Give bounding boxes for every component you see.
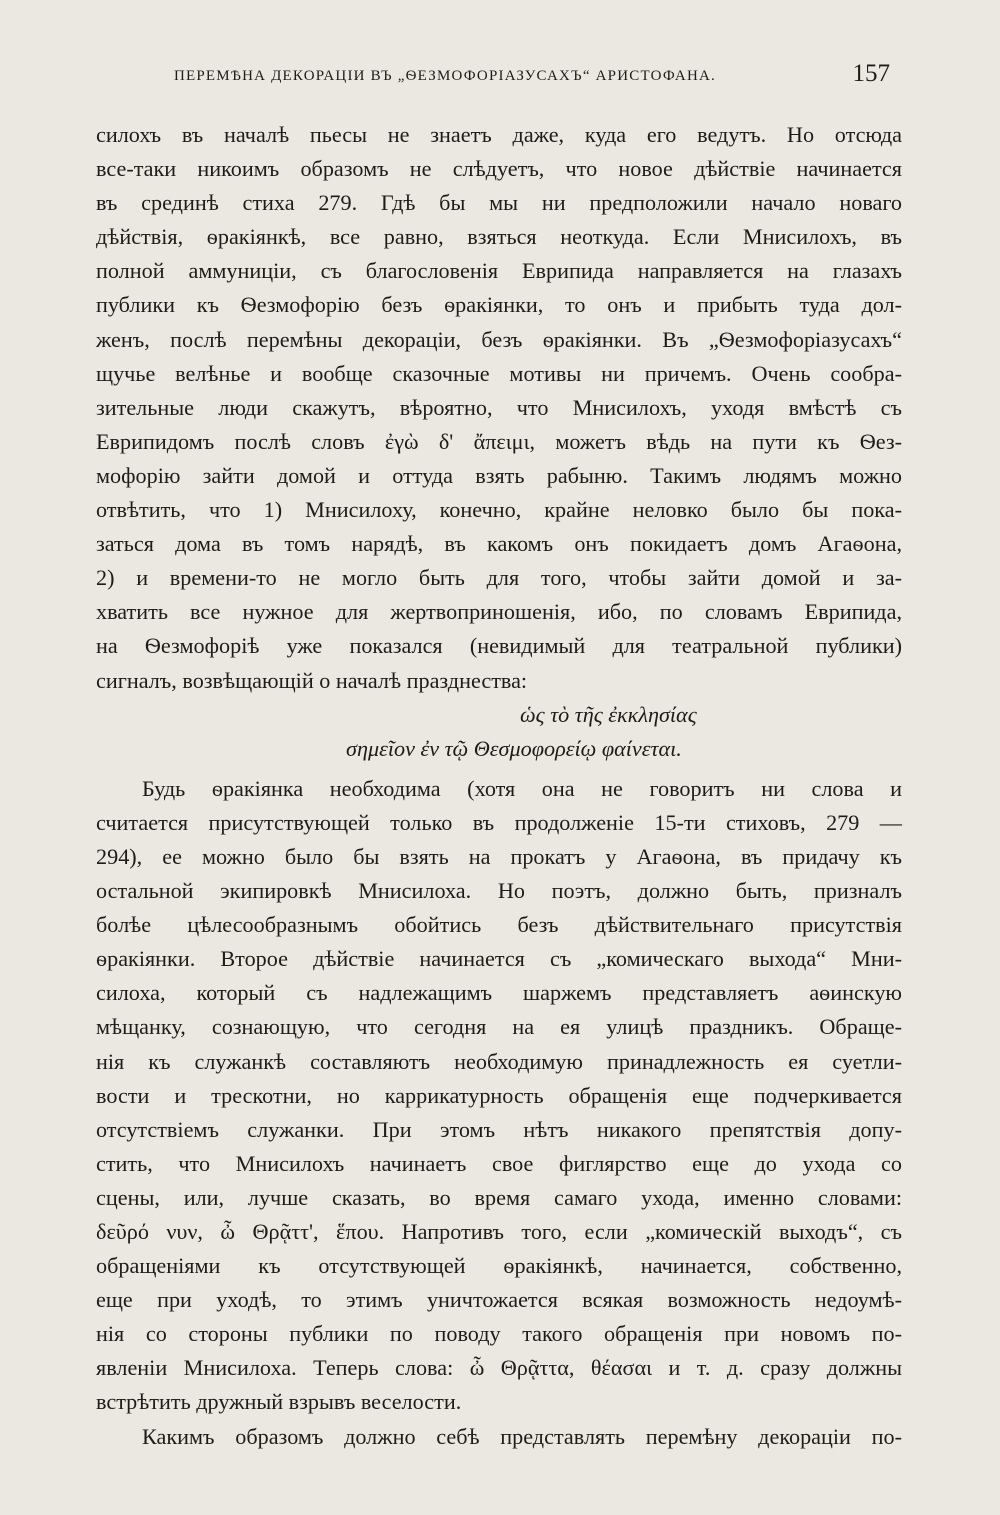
text-line: явленіи Мнисилоха. Теперь слова: ὦ Θρᾷττα, θέασαι и т. д. сразу должны	[96, 1355, 902, 1381]
running-title: ПЕРЕМѢНА ДЕКОРАЦІИ ВЪ „ѲЕЗМОФОРІАЗУСАХЪ“ АРИСТОФАНА.	[174, 68, 716, 84]
text-line: мофорію зайти домой и оттуда взять рабыню. Такимъ людямъ можно	[96, 462, 902, 488]
body-text	[96, 118, 902, 1454]
text-line: считается присутствующей только въ продолженіе 15-ти стиховъ, 279 —	[96, 809, 902, 835]
text-line: отсутствіемъ служанки. При этомъ нѣтъ никакого препятствія допу-	[96, 1116, 902, 1142]
text-line: нія со стороны публики по поводу такого обращенія при новомъ по-	[96, 1321, 902, 1347]
text-line: нія къ служанкѣ составляютъ необходимую принадлежность ея суетли-	[96, 1048, 902, 1074]
text-line: все-таки никоимъ образомъ не слѣдуетъ, что новое дѣйствіе начинается	[96, 156, 902, 182]
text-line: сцены, или, лучше сказать, во время самаго ухода, именно словами:	[96, 1184, 902, 1210]
text-line: дѣйствія, ѳракіянкѣ, все равно, взяться неоткуда. Если Мнисилохъ, въ	[96, 224, 902, 250]
text-line: силоха, который съ надлежащимъ шаржемъ представляетъ аѳинскую	[96, 980, 902, 1006]
text-line: заться дома въ томъ нарядѣ, въ какомъ онъ покидаетъ домъ Агаѳона,	[96, 531, 902, 557]
text-line: публики къ Ѳезмофорію безъ ѳракіянки, то онъ и прибыть туда дол-	[96, 292, 902, 318]
text-line: 2) и времени-то не могло быть для того, чтобы зайти домой и за-	[96, 565, 902, 591]
text-line: стить, что Мнисилохъ начинаетъ свое фиглярство еще до ухода со	[96, 1150, 902, 1176]
text-line: болѣе цѣлесообразнымъ обойтись безъ дѣйствительнаго присутствія	[96, 912, 902, 938]
text-line: мѣщанку, сознающую, что сегодня на ея улицѣ праздникъ. Обраще-	[96, 1014, 902, 1040]
page-number: 157	[852, 60, 890, 87]
text-line: встрѣтить дружный взрывъ веселости.	[96, 1389, 462, 1415]
page-header	[96, 60, 896, 94]
text-line: ѳракіянки. Второе дѣйствіе начинается съ „комическаго выхода“ Мни-	[96, 946, 902, 972]
text-line: щучье велѣнье и вообще сказочные мотивы ни причемъ. Очень сообра-	[96, 360, 902, 386]
text-line: остальной экипировкѣ Мнисилоха. Но поэтъ, должно быть, призналъ	[96, 878, 902, 904]
text-line: Какимъ образомъ должно себѣ представлять перемѣну декораціи по-	[142, 1423, 902, 1449]
text-line: δεῦρό νυν, ὦ Θρᾷττ', ἕπου. Напротивъ того, если „комическій выходъ“, съ	[96, 1219, 902, 1244]
text-line: еще при уходѣ, то этимъ уничтожается всякая возможность недоумѣ-	[96, 1287, 902, 1313]
text-line: женъ, послѣ перемѣны декораціи, безъ ѳракіянки. Въ „Ѳезмофоріазусахъ“	[96, 326, 902, 352]
text-line: обращеніями къ отсутствующей ѳракіянкѣ, начинается, собственно,	[96, 1253, 902, 1279]
text-line: въ срединѣ стиха 279. Гдѣ бы мы ни предположили начало новаго	[96, 190, 902, 216]
text-line: отвѣтить, что 1) Мнисилоху, конечно, крайне неловко было бы пока-	[96, 497, 902, 523]
text-line: Еврипидомъ послѣ словъ ἐγὼ δ' ἄπειμι, можетъ вѣдь на пути къ Ѳез-	[96, 428, 902, 454]
text-line: Будь ѳракіянка необходима (хотя она не говоритъ ни слова и	[142, 775, 902, 801]
text-line: сигналъ, возвѣщающій о началѣ празднества:	[96, 667, 528, 693]
text-line: хватить все нужное для жертвоприношенія, ибо, по словамъ Еврипида,	[96, 599, 902, 625]
text-line: вости и трескотни, но каррикатурность обращенія еще подчеркивается	[96, 1082, 902, 1108]
text-line: силохъ въ началѣ пьесы не знаетъ даже, куда его ведутъ. Но отсюда	[96, 122, 902, 147]
text-line: на Ѳезмофоріѣ уже показался (невидимый для театральной публики)	[96, 633, 902, 659]
greek-quote-line: σημεῖον ἐν τῷ Θεσμοφορείῳ φαίνεται.	[346, 735, 682, 761]
text-line: полной аммуниціи, съ благословенія Еврипида направляется на глазахъ	[96, 258, 902, 284]
greek-quote-line: ὡς τὸ τῆς ἐκκλησίας	[520, 701, 697, 727]
text-line: зительные люди скажутъ, вѣроятно, что Мнисилохъ, уходя вмѣстѣ съ	[96, 394, 902, 420]
text-line: 294), ее можно было бы взять на прокатъ у Агаѳона, въ придачу къ	[96, 843, 902, 869]
